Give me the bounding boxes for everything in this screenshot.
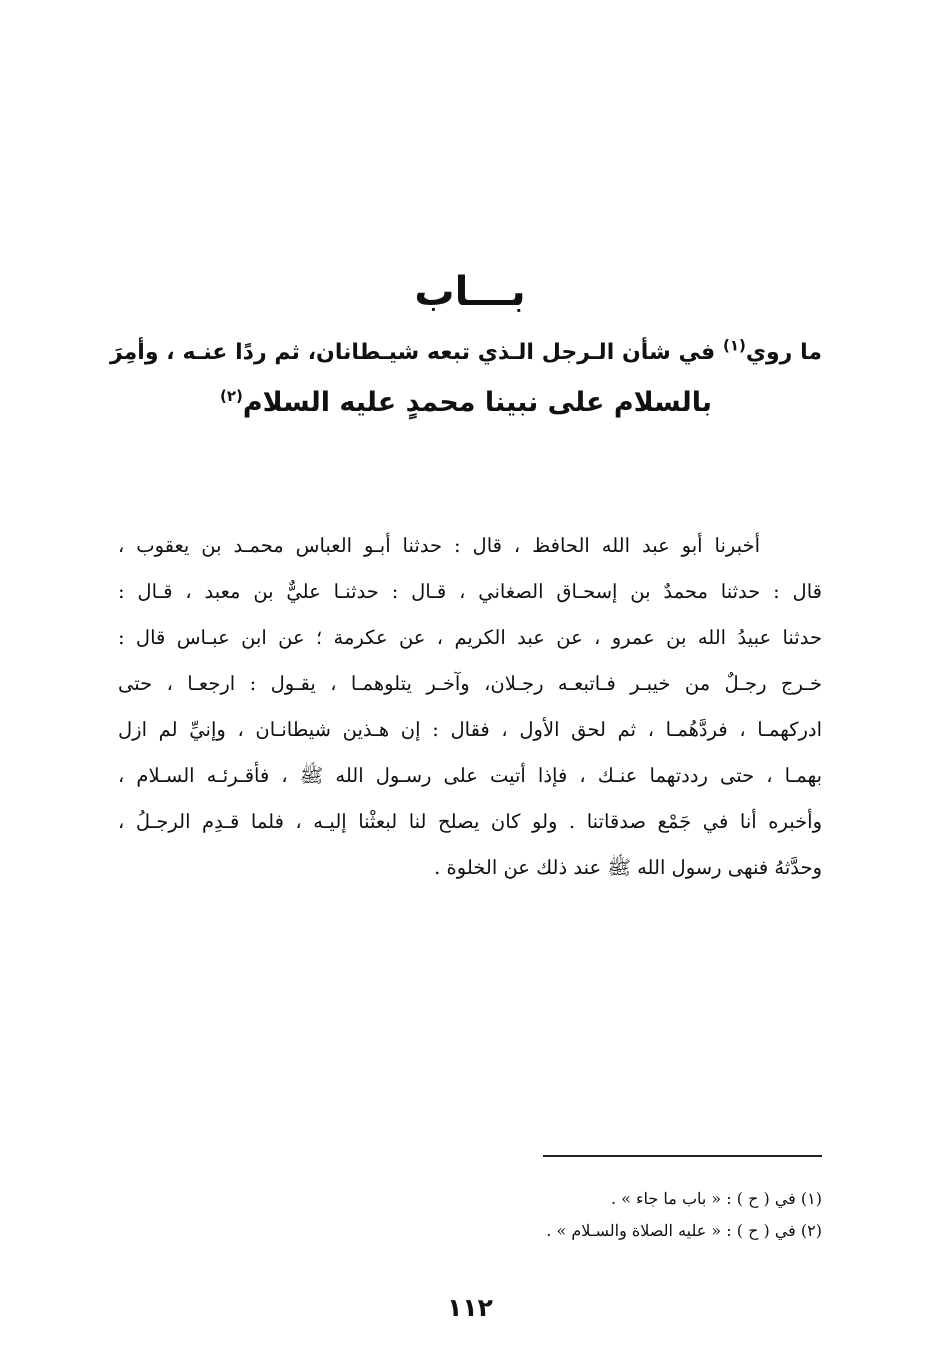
text-line: حدثنا عبيدُ الله بن عمرو ، عن عبد الكريم ، عن عكرمة ؛ عن ابن عبـاس قال : — [118, 626, 822, 649]
text-line: وحدَّثهُ فنهى رسول الله ﷺ عند ذلك عن الخلوة . — [434, 856, 822, 879]
footnote-1: (١) في ( ح ) : « باب ما جاء » . — [610, 1189, 822, 1208]
text-line: ادركهمـا ، فردَّهُمـا ، ثم لحق الأول ، فقال : إن هـذين شيطانـان ، وإنيِّ لم ازل — [118, 718, 822, 741]
chapter-title-start: ما روي — [745, 340, 823, 365]
footnote-ref-1: (١) — [722, 336, 746, 355]
chapter-title-line-2 — [110, 378, 822, 428]
chapter-title-line-1 — [110, 328, 822, 378]
text-line: بهمـا ، حتى رددتهما عنـك ، فإذا أتيت على رسـول الله ﷺ ، فأقـرئـه السـلام ، — [118, 764, 822, 787]
text-line: قال : حدثنا محمدٌ بن إسحـاق الصغاني ، قـال : حدثنـا عليٌّ بن معبد ، قـال : — [118, 580, 822, 603]
chapter-title — [110, 328, 822, 428]
footnote-2: (٢) في ( ح ) : « عليه الصلاة والسـلام » . — [546, 1221, 822, 1240]
hadith-text — [118, 523, 822, 891]
text-line: أخبرنا أبو عبد الله الحافظ ، قال : حدثنا أبـو العباس محمـد بن يعقوب ، — [118, 534, 760, 557]
chapter-title-rest: في شأن الـرجل الـذي تبعه شيـطانان، ثم ردًا عنـه ، وأمِرَ — [110, 340, 723, 365]
page-number: ١١٢ — [447, 1293, 493, 1322]
text-line: وأخبره أنا في جَمْع صدقاتنا . ولو كان يصلح لنا لبعثْنا إليـه ، فلما قـدِم الرجـلُ ، — [118, 810, 822, 833]
chapter-title-end: بالسلام على نبينا محمدٍ عليه السلام — [242, 387, 713, 418]
footnotes — [300, 1183, 822, 1247]
chapter-heading: بـــاب — [414, 269, 526, 315]
footnote-divider — [543, 1155, 822, 1157]
text-line: خـرج رجـلٌ من خيبـر فـاتبعـه رجـلان، وآخـر يتلوهمـا ، يقـول : ارجعـا ، حتى — [118, 672, 822, 695]
footnote-ref-2: (٢) — [219, 387, 243, 405]
